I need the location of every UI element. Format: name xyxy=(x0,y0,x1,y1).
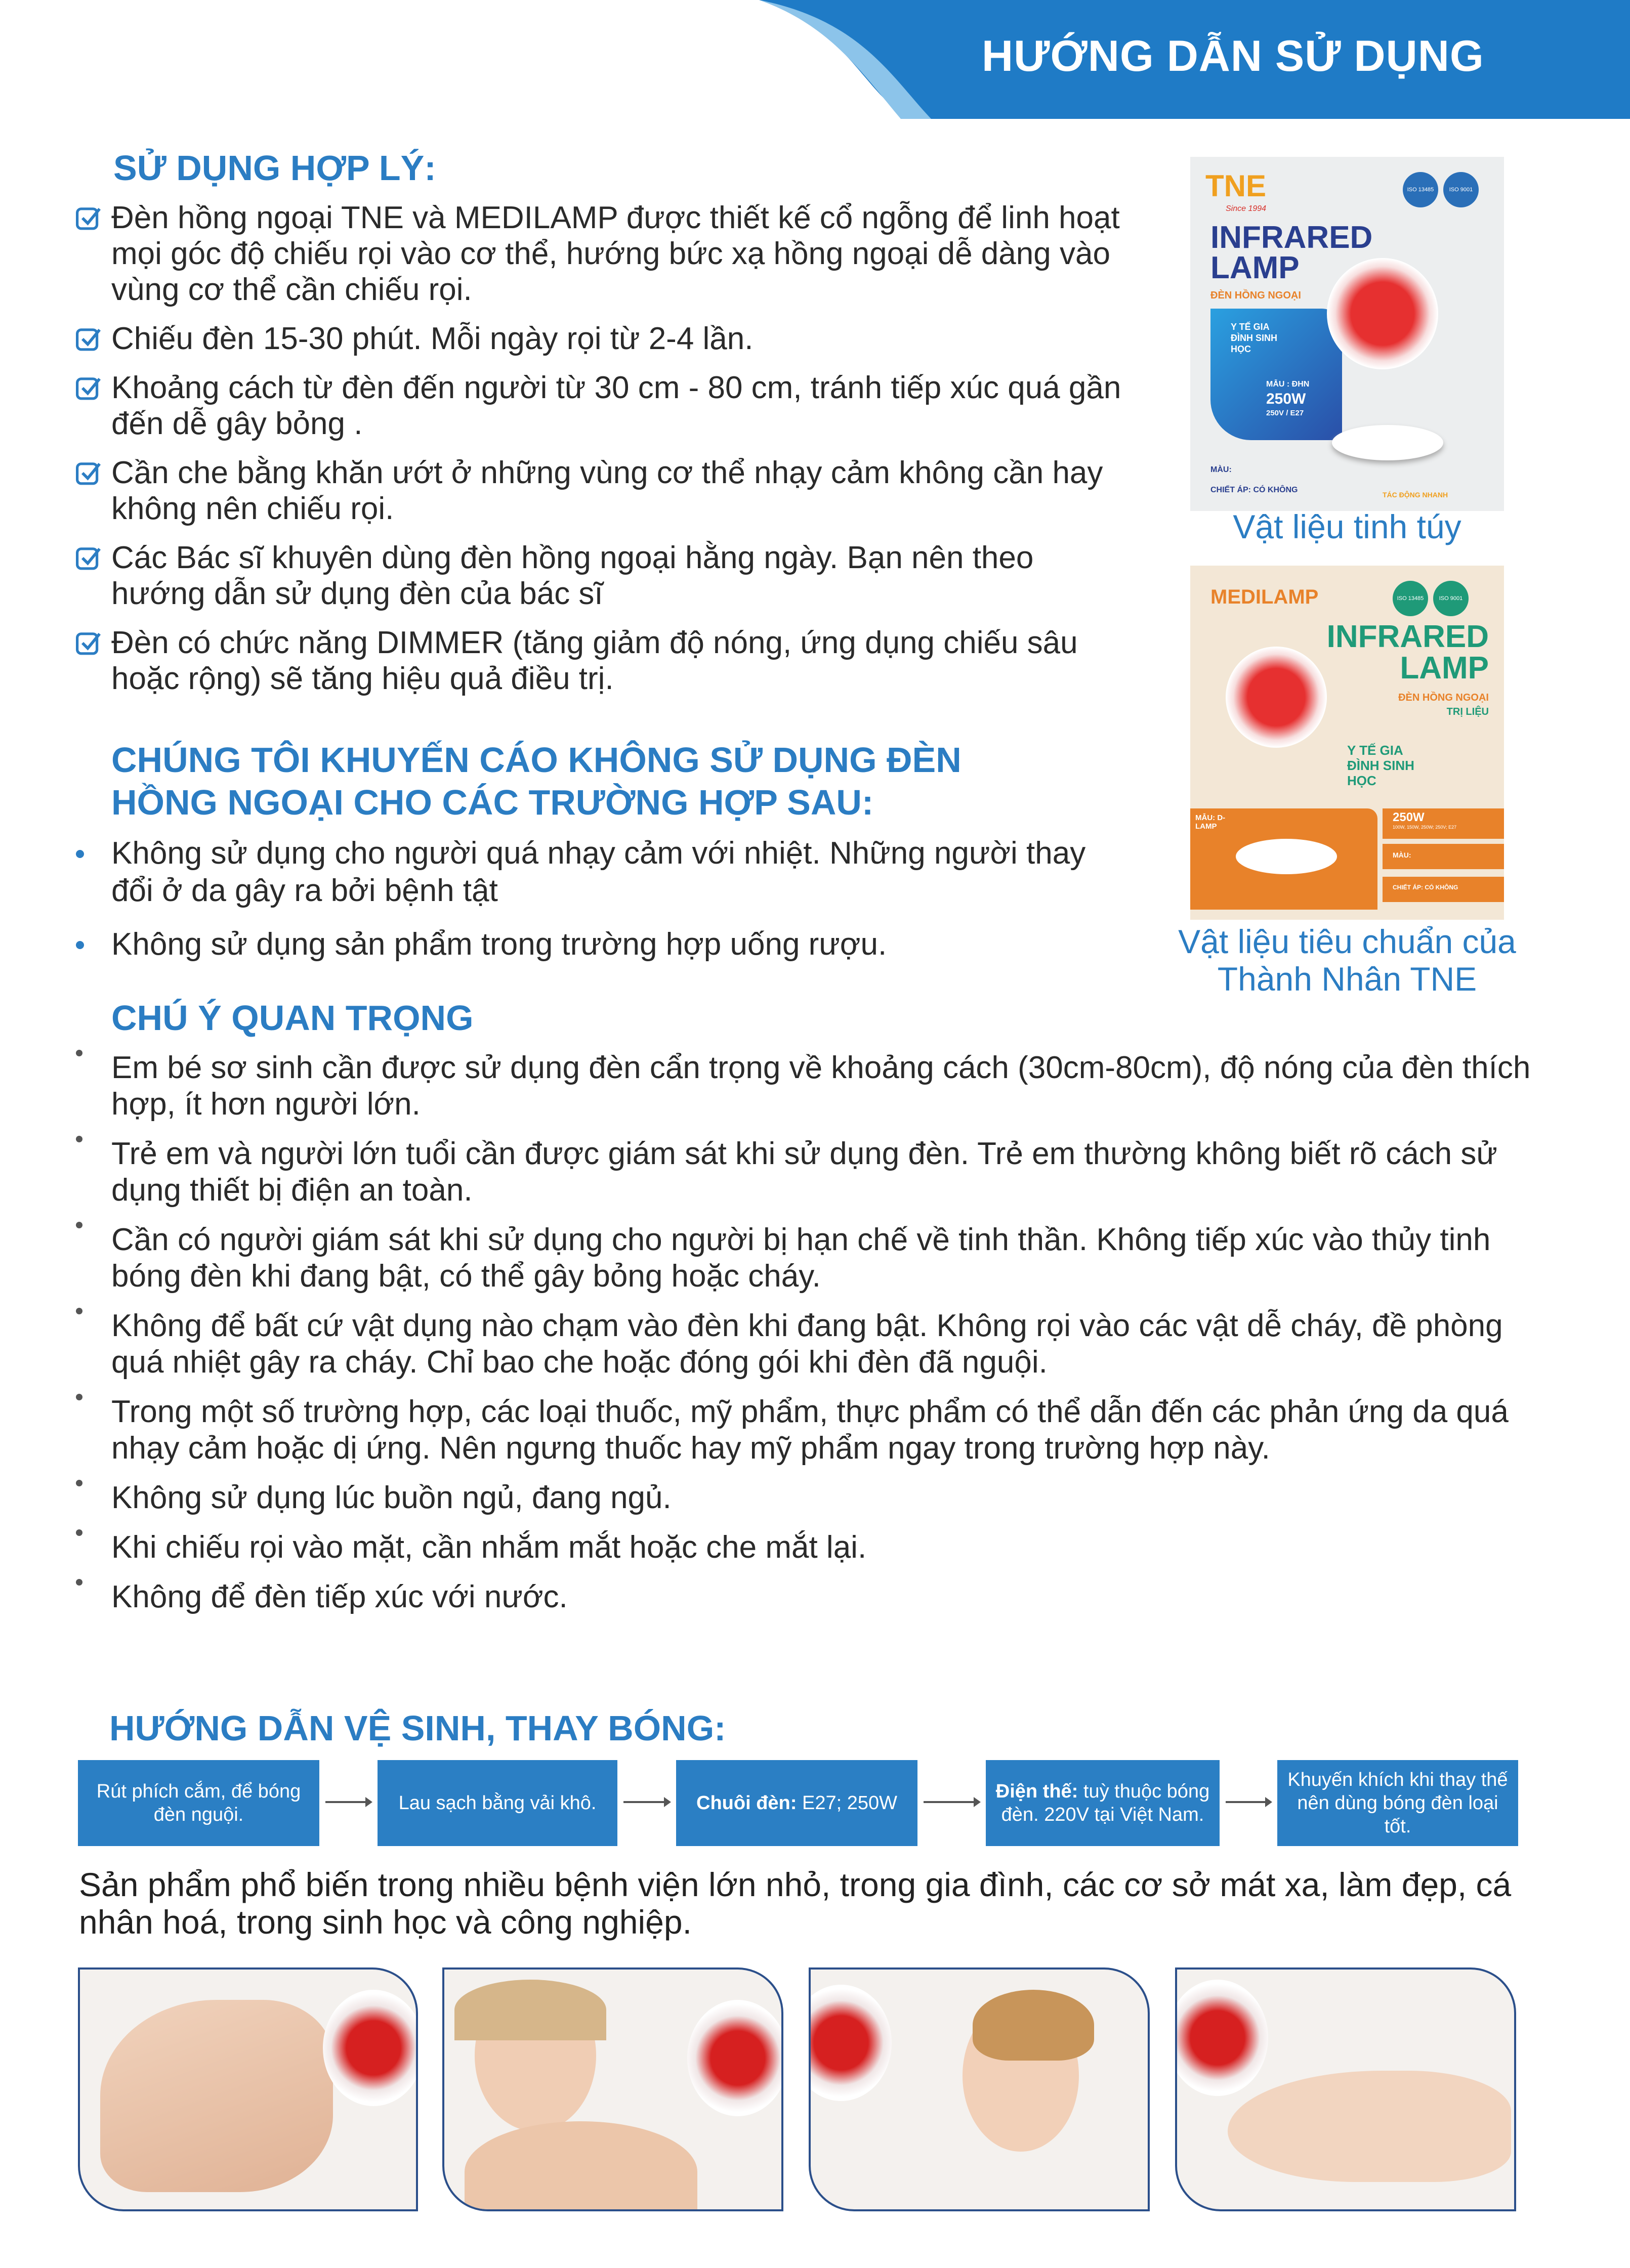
arrow-right-icon xyxy=(1226,1801,1270,1803)
list-item xyxy=(76,321,1123,357)
spec: 100W, 150W, 250W; 250V; E27 xyxy=(1393,825,1457,830)
checkbox-check-icon xyxy=(76,460,102,486)
checkbox-check-icon xyxy=(76,205,102,231)
photo-face xyxy=(809,1967,1150,2211)
item-text: Em bé sơ sinh cần được sử dụng đèn cẩn trọng về khoảng cách (30cm-80cm), độ nóng của đèn thích hợp, ít hơn người lớn. xyxy=(111,1050,1531,1122)
list-item xyxy=(76,1529,1543,1566)
item-text: Trong một số trường hợp, các loại thuốc, mỹ phẩm, thực phẩm có thể dẫn đến các phản ứng da quá nhạy cảm hoặc dị ứng. Nên ngưng thuốc hay mỹ phẩm ngay trong trường hợp này. xyxy=(111,1394,1509,1466)
tagline: Y TẾ GIA ĐÌNH SINH HỌC xyxy=(1347,743,1414,788)
step-text: tuỳ thuộc bóng đèn. 220V tại Việt Nam. xyxy=(1001,1781,1210,1825)
iso-badge: ISO 9001 xyxy=(1443,172,1479,207)
bullet-icon xyxy=(76,1579,82,1586)
product-name: INFRARED LAMP xyxy=(1210,220,1373,285)
photo-hand xyxy=(1175,1967,1516,2211)
bullet-icon xyxy=(76,1222,82,1228)
list-item xyxy=(76,1136,1543,1209)
step-label: Điện thế: xyxy=(995,1781,1078,1802)
page-title: HƯỚNG DẪN SỬ DỤNG xyxy=(982,32,1484,80)
item-text: Trẻ em và người lớn tuổi cần được giám sát khi sử dụng đèn. Trẻ em thường không biết rõ cách sử dụng thiết bị điện an toàn. xyxy=(111,1136,1497,1208)
step-box xyxy=(986,1760,1220,1846)
footer-label: TÁC ĐỘNG NHANH xyxy=(1383,491,1448,499)
warnings-list xyxy=(76,835,1118,979)
bullet-icon xyxy=(76,850,84,858)
checkbox-check-icon xyxy=(76,630,102,656)
lamp-icon xyxy=(809,1985,892,2101)
dimmer-label: CHIẾT ÁP: CÓ KHÔNG xyxy=(1383,877,1504,902)
step-box xyxy=(378,1760,617,1846)
list-item xyxy=(76,200,1123,308)
item-text: Cần che bằng khăn ướt ở những vùng cơ thể nhạy cảm không cần hay không nên chiếu rọi. xyxy=(111,455,1103,526)
item-text: Chiếu đèn 15-30 phút. Mỗi ngày rọi từ 2-4 lần. xyxy=(111,321,754,356)
section-title-proper-use: SỬ DỤNG HỢP LÝ: xyxy=(113,148,436,188)
item-text: Đèn có chức năng DIMMER (tăng giảm độ nóng, ứng dụng chiếu sâu hoặc rộng) sẽ tăng hiệu quả điều trị. xyxy=(111,625,1078,696)
step-text: Rút phích cắm, để bóng đèn nguội. xyxy=(96,1781,301,1825)
list-item xyxy=(76,370,1123,442)
photo-shoulder xyxy=(442,1967,783,2211)
arrow-right-icon xyxy=(623,1801,669,1803)
model: MẪU : ĐHN xyxy=(1266,380,1310,389)
title-line: CHÚNG TÔI KHUYẾN CÁO KHÔNG SỬ DỤNG ĐÈN xyxy=(111,740,962,780)
important-list xyxy=(76,1050,1543,1629)
iso-badge: ISO 9001 xyxy=(1433,581,1469,616)
list-item xyxy=(76,1050,1543,1123)
list-item xyxy=(76,1308,1543,1381)
lamp-icon xyxy=(687,2000,783,2116)
list-item xyxy=(76,926,1118,963)
checkbox-check-icon xyxy=(76,545,102,571)
step-box xyxy=(78,1760,319,1846)
brand-logo: MEDILAMP xyxy=(1210,586,1319,608)
checkbox-check-icon xyxy=(76,375,102,401)
step-box xyxy=(1277,1760,1518,1846)
product-caption: Vật liệu tiêu chuẩn của Thành Nhân TNE xyxy=(1178,923,1516,998)
product-subtitle: ĐÈN HỒNG NGOẠI xyxy=(1398,692,1489,703)
item-text: Không để đèn tiếp xúc với nước. xyxy=(111,1579,568,1614)
bullet-icon xyxy=(76,941,84,949)
lamp-icon xyxy=(1175,1980,1268,2096)
list-item xyxy=(76,1222,1543,1295)
lamp-image xyxy=(1327,258,1438,369)
tagline: Y TẾ GIA ĐÌNH SINH HỌC xyxy=(1231,322,1278,354)
iso-badges xyxy=(1393,581,1469,616)
iso-badges xyxy=(1403,172,1479,207)
power: 250W xyxy=(1393,810,1425,824)
power: 250W xyxy=(1266,391,1306,407)
product-box-medilamp xyxy=(1190,566,1504,920)
list-item xyxy=(76,625,1123,697)
product-name: INFRARED LAMP xyxy=(1326,619,1489,686)
bullet-icon xyxy=(76,1308,82,1314)
list-item xyxy=(76,835,1118,910)
product-subtitle: ĐÈN HỒNG NGOẠI xyxy=(1210,290,1301,301)
checkbox-check-icon xyxy=(76,326,102,352)
step-text: Lau sạch bằng vải khô. xyxy=(398,1792,597,1814)
spec: 250V / E27 xyxy=(1266,409,1304,417)
bullet-icon xyxy=(76,1480,82,1486)
bullet-icon xyxy=(76,1394,82,1400)
product-subtitle-2: TRỊ LIỆU xyxy=(1446,706,1489,717)
arrow-right-icon xyxy=(325,1801,370,1803)
iso-badge: ISO 13485 xyxy=(1393,581,1428,616)
model: MẪU: D-LAMP xyxy=(1195,814,1226,831)
item-text: Các Bác sĩ khuyên dùng đèn hồng ngoại hằng ngày. Bạn nên theo hướng dẫn sử dụng đèn của bác sĩ xyxy=(111,540,1034,611)
arrow-right-icon xyxy=(924,1801,979,1803)
closing-paragraph: Sản phẩm phổ biến trong nhiều bệnh viện lớn nhỏ, trong gia đình, các cơ sở mát xa, làm đẹp, cá nhân hoá, trong sinh học và công nghiệp. xyxy=(79,1866,1512,1941)
list-item xyxy=(76,1579,1543,1615)
bullet-icon xyxy=(76,1050,82,1056)
bullet-icon xyxy=(76,1136,82,1142)
bullet-icon xyxy=(76,1529,82,1536)
section-title-important: CHÚ Ý QUAN TRỌNG xyxy=(111,998,474,1038)
item-text: Cần có người giám sát khi sử dụng cho người bị hạn chế về tinh thần. Không tiếp xúc vào thủy tinh bóng đèn khi đang bật, có thể gây bỏng hoặc cháy. xyxy=(111,1222,1491,1294)
iso-badge: ISO 13485 xyxy=(1403,172,1438,207)
step-box xyxy=(676,1760,917,1846)
item-text: Không sử dụng sản phẩm trong trường hợp uống rượu. xyxy=(111,927,887,962)
item-text: Không để bất cứ vật dụng nào chạm vào đèn khi đang bật. Không rọi vào các vật dễ cháy, đề phòng quá nhiệt gây ra cháy. Chỉ bao che hoặc đóng gói khi đèn đã nguội. xyxy=(111,1308,1503,1380)
step-label: Chuôi đèn: xyxy=(696,1792,797,1814)
power-panel xyxy=(1383,808,1504,839)
list-item xyxy=(76,1394,1543,1467)
step-text: Khuyến khích khi thay thế nên dùng bóng đèn loại tốt. xyxy=(1287,1769,1508,1837)
proper-use-list xyxy=(76,200,1123,710)
brand-logo: TNE xyxy=(1205,169,1266,203)
item-text: Không sử dụng lúc buồn ngủ, đang ngủ. xyxy=(111,1480,672,1515)
dimmer-label: CHIẾT ÁP: CÓ KHÔNG xyxy=(1210,486,1298,494)
color-label: MÀU: xyxy=(1383,844,1504,869)
section-title-warnings xyxy=(111,739,962,824)
item-text: Khi chiếu rọi vào mặt, cần nhắm mắt hoặc che mắt lại. xyxy=(111,1530,867,1565)
section-title-cleaning: HƯỚNG DẪN VỆ SINH, THAY BÓNG: xyxy=(109,1708,726,1748)
list-item xyxy=(76,455,1123,527)
lamp-image xyxy=(1226,647,1327,748)
step-text: E27; 250W xyxy=(797,1792,897,1814)
brand-since: Since 1994 xyxy=(1226,204,1267,213)
product-box-tne xyxy=(1190,157,1504,511)
item-text: Khoảng cách từ đèn đến người từ 30 cm - 80 cm, tránh tiếp xúc quá gần đến dễ gây bỏng . xyxy=(111,370,1121,441)
color-label: MÀU: xyxy=(1210,465,1232,474)
lamp-icon xyxy=(323,1990,418,2106)
item-text: Đèn hồng ngoại TNE và MEDILAMP được thiết kế cổ ngỗng để linh hoạt mọi góc độ chiếu rọi vào cơ thể, hướng bức xạ hồng ngoại dễ dàng vào vùng cơ thể cần chiếu rọi. xyxy=(111,200,1120,307)
photo-legs xyxy=(78,1967,418,2211)
title-line: HỒNG NGOẠI CHO CÁC TRƯỜNG HỢP SAU: xyxy=(111,783,874,822)
item-text: Không sử dụng cho người quá nhạy cảm với nhiệt. Những người thay đổi ở da gây ra bởi bệnh tật xyxy=(111,836,1086,908)
list-item xyxy=(76,540,1123,612)
product-caption: Vật liệu tinh túy xyxy=(1233,508,1461,545)
list-item xyxy=(76,1480,1543,1516)
